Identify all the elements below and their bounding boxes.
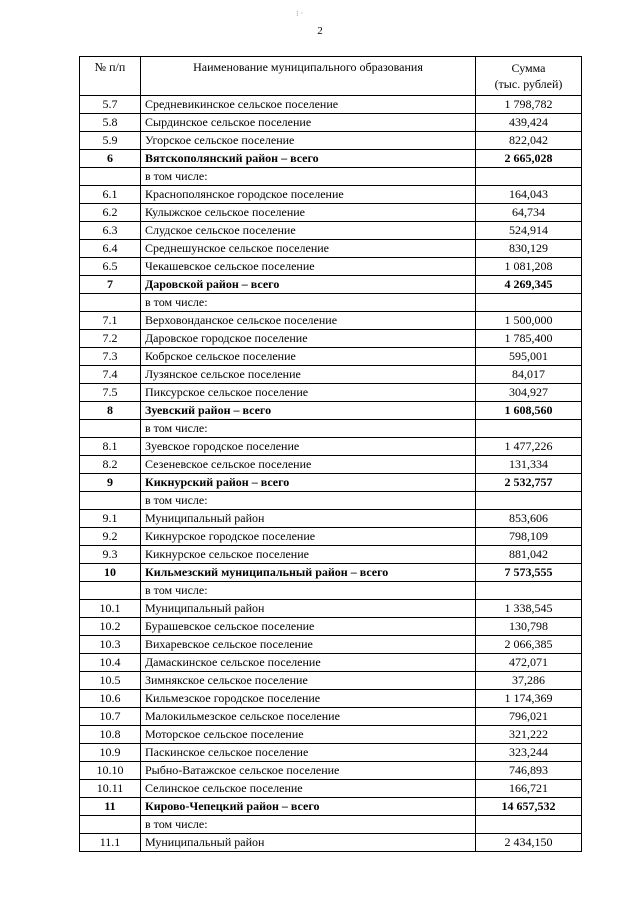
cell-sum: 796,021	[476, 708, 582, 726]
header-sum	[476, 57, 582, 96]
cell-num: 5.9	[80, 132, 141, 150]
cell-num: 9	[80, 474, 141, 492]
cell-sum: 164,043	[476, 186, 582, 204]
cell-num: 9.3	[80, 546, 141, 564]
municipal-amounts-table	[79, 56, 582, 852]
cell-sum: 2 434,150	[476, 834, 582, 852]
cell-sum: 4 269,345	[476, 276, 582, 294]
table-row	[80, 528, 582, 546]
cell-num: 7.2	[80, 330, 141, 348]
cell-num: 8.2	[80, 456, 141, 474]
table-row	[80, 456, 582, 474]
cell-name: в том числе:	[141, 420, 476, 438]
district-total-row	[80, 798, 582, 816]
cell-num: 11.1	[80, 834, 141, 852]
cell-name: Сырдинское сельское поселение	[141, 114, 476, 132]
subheading-row	[80, 816, 582, 834]
cell-num: 6.3	[80, 222, 141, 240]
cell-sum: 64,734	[476, 204, 582, 222]
cell-name: Малокильмезское сельское поселение	[141, 708, 476, 726]
cell-name: Кикнурское городское поселение	[141, 528, 476, 546]
cell-sum	[476, 816, 582, 834]
cell-num: 10.8	[80, 726, 141, 744]
cell-sum: 472,071	[476, 654, 582, 672]
header-name: Наименование муниципального образования	[141, 57, 476, 96]
cell-num: 10	[80, 564, 141, 582]
cell-name: Вихаревское сельское поселение	[141, 636, 476, 654]
cell-name: Зимнякское сельское поселение	[141, 672, 476, 690]
cell-num: 10.1	[80, 600, 141, 618]
table-row	[80, 348, 582, 366]
cell-num: 8.1	[80, 438, 141, 456]
table-row	[80, 312, 582, 330]
district-total-row	[80, 474, 582, 492]
cell-sum: 881,042	[476, 546, 582, 564]
cell-sum: 2 532,757	[476, 474, 582, 492]
cell-sum: 830,129	[476, 240, 582, 258]
table-row	[80, 762, 582, 780]
table-row	[80, 258, 582, 276]
cell-sum: 2 066,385	[476, 636, 582, 654]
cell-sum	[476, 492, 582, 510]
cell-num: 7.5	[80, 384, 141, 402]
cell-name: Дамаскинское сельское поселение	[141, 654, 476, 672]
cell-sum	[476, 294, 582, 312]
cell-num	[80, 816, 141, 834]
header-num: № п/п	[80, 57, 141, 96]
district-total-row	[80, 564, 582, 582]
cell-name: Средневикинское сельское поселение	[141, 96, 476, 114]
cell-sum: 1 798,782	[476, 96, 582, 114]
cell-sum	[476, 420, 582, 438]
cell-name: в том числе:	[141, 816, 476, 834]
cell-name: Среднешунское сельское поселение	[141, 240, 476, 258]
cell-sum: 7 573,555	[476, 564, 582, 582]
cell-name: Кикнурский район – всего	[141, 474, 476, 492]
cell-name: Верховонданское сельское поселение	[141, 312, 476, 330]
table-row	[80, 636, 582, 654]
cell-name: Слудское сельское поселение	[141, 222, 476, 240]
cell-name: Кикнурское сельское поселение	[141, 546, 476, 564]
cell-num: 6	[80, 150, 141, 168]
cell-sum: 1 338,545	[476, 600, 582, 618]
cell-num: 6.4	[80, 240, 141, 258]
cell-num: 10.4	[80, 654, 141, 672]
table-row	[80, 330, 582, 348]
cell-sum: 1 500,000	[476, 312, 582, 330]
cell-name: Муниципальный район	[141, 510, 476, 528]
table-row	[80, 744, 582, 762]
table-row	[80, 654, 582, 672]
cell-name: Вятскополянский район – всего	[141, 150, 476, 168]
table-row	[80, 546, 582, 564]
table-row	[80, 690, 582, 708]
cell-name: Рыбно-Ватажское сельское поселение	[141, 762, 476, 780]
cell-sum: 37,286	[476, 672, 582, 690]
cell-sum: 524,914	[476, 222, 582, 240]
table-row	[80, 672, 582, 690]
cell-num: 10.3	[80, 636, 141, 654]
cell-sum	[476, 582, 582, 600]
cell-name: Даровское городское поселение	[141, 330, 476, 348]
cell-num: 6.5	[80, 258, 141, 276]
subheading-row	[80, 420, 582, 438]
district-total-row	[80, 150, 582, 168]
cell-sum: 1 477,226	[476, 438, 582, 456]
cell-num: 7.4	[80, 366, 141, 384]
table-row	[80, 438, 582, 456]
subheading-row	[80, 294, 582, 312]
cell-name: в том числе:	[141, 582, 476, 600]
header-sum-line2: (тыс. рублей)	[494, 77, 563, 91]
cell-name: в том числе:	[141, 294, 476, 312]
cell-num: 10.11	[80, 780, 141, 798]
cell-num: 10.9	[80, 744, 141, 762]
table-body	[80, 96, 582, 852]
cell-sum: 1 174,369	[476, 690, 582, 708]
cell-name: Селинское сельское поселение	[141, 780, 476, 798]
subheading-row	[80, 492, 582, 510]
cell-num: 7.3	[80, 348, 141, 366]
cell-sum: 14 657,532	[476, 798, 582, 816]
cell-sum: 1 081,208	[476, 258, 582, 276]
cell-sum: 1 608,560	[476, 402, 582, 420]
table-header-row	[80, 57, 582, 96]
cell-num: 7	[80, 276, 141, 294]
cell-num	[80, 492, 141, 510]
table-row	[80, 384, 582, 402]
table-row	[80, 834, 582, 852]
cell-name: Даровской район – всего	[141, 276, 476, 294]
cell-num: 10.7	[80, 708, 141, 726]
cell-name: Бурашевское сельское поселение	[141, 618, 476, 636]
cell-num: 11	[80, 798, 141, 816]
cell-sum: 84,017	[476, 366, 582, 384]
cell-sum: 2 665,028	[476, 150, 582, 168]
cell-sum: 131,334	[476, 456, 582, 474]
cell-name: в том числе:	[141, 168, 476, 186]
table-row	[80, 366, 582, 384]
cell-num	[80, 420, 141, 438]
cell-name: Кильмезское городское поселение	[141, 690, 476, 708]
cell-num: 10.10	[80, 762, 141, 780]
table-row	[80, 114, 582, 132]
cell-sum: 746,893	[476, 762, 582, 780]
cell-name: Муниципальный район	[141, 834, 476, 852]
cell-num: 10.6	[80, 690, 141, 708]
table-row	[80, 204, 582, 222]
cell-sum: 321,222	[476, 726, 582, 744]
cell-sum: 439,424	[476, 114, 582, 132]
cell-name: Угорское сельское поселение	[141, 132, 476, 150]
cell-name: Зуевский район – всего	[141, 402, 476, 420]
cell-num: 10.2	[80, 618, 141, 636]
cell-name: Паскинское сельское поселение	[141, 744, 476, 762]
table-row	[80, 708, 582, 726]
cell-name: Кирово-Чепецкий район – всего	[141, 798, 476, 816]
cell-num: 8	[80, 402, 141, 420]
cell-name: Сезеневское сельское поселение	[141, 456, 476, 474]
cell-name: Кобрское сельское поселение	[141, 348, 476, 366]
cell-num: 7.1	[80, 312, 141, 330]
cell-num: 9.1	[80, 510, 141, 528]
cell-name: Краснополянское городское поселение	[141, 186, 476, 204]
cell-sum: 1 785,400	[476, 330, 582, 348]
cell-num: 5.8	[80, 114, 141, 132]
subheading-row	[80, 168, 582, 186]
cell-name: Зуевское городское поселение	[141, 438, 476, 456]
cell-name: Чекашевское сельское поселение	[141, 258, 476, 276]
cell-num: 9.2	[80, 528, 141, 546]
table-row	[80, 726, 582, 744]
cell-num	[80, 582, 141, 600]
cell-num	[80, 168, 141, 186]
cell-name: в том числе:	[141, 492, 476, 510]
cell-num: 6.1	[80, 186, 141, 204]
table-row	[80, 600, 582, 618]
district-total-row	[80, 276, 582, 294]
cell-name: Моторское сельское поселение	[141, 726, 476, 744]
table-row	[80, 618, 582, 636]
cell-num: 6.2	[80, 204, 141, 222]
table-row	[80, 510, 582, 528]
cell-name: Лузянское сельское поселение	[141, 366, 476, 384]
table-row	[80, 780, 582, 798]
cell-sum: 798,109	[476, 528, 582, 546]
cell-sum: 304,927	[476, 384, 582, 402]
cell-sum	[476, 168, 582, 186]
cell-name: Муниципальный район	[141, 600, 476, 618]
cell-sum: 166,721	[476, 780, 582, 798]
cell-name: Кильмезский муниципальный район – всего	[141, 564, 476, 582]
cell-num: 5.7	[80, 96, 141, 114]
scan-artifact-mark: ⁝ ·	[296, 9, 304, 18]
table-row	[80, 96, 582, 114]
table-row	[80, 186, 582, 204]
table-row	[80, 222, 582, 240]
page-number: 2	[317, 25, 323, 37]
cell-sum: 130,798	[476, 618, 582, 636]
cell-sum: 595,001	[476, 348, 582, 366]
cell-sum: 323,244	[476, 744, 582, 762]
district-total-row	[80, 402, 582, 420]
cell-name: Пиксурское сельское поселение	[141, 384, 476, 402]
cell-sum: 853,606	[476, 510, 582, 528]
cell-num: 10.5	[80, 672, 141, 690]
cell-name: Кулыжское сельское поселение	[141, 204, 476, 222]
cell-sum: 822,042	[476, 132, 582, 150]
subheading-row	[80, 582, 582, 600]
cell-num	[80, 294, 141, 312]
table-row	[80, 132, 582, 150]
header-sum-line1: Сумма	[511, 61, 546, 75]
table-row	[80, 240, 582, 258]
